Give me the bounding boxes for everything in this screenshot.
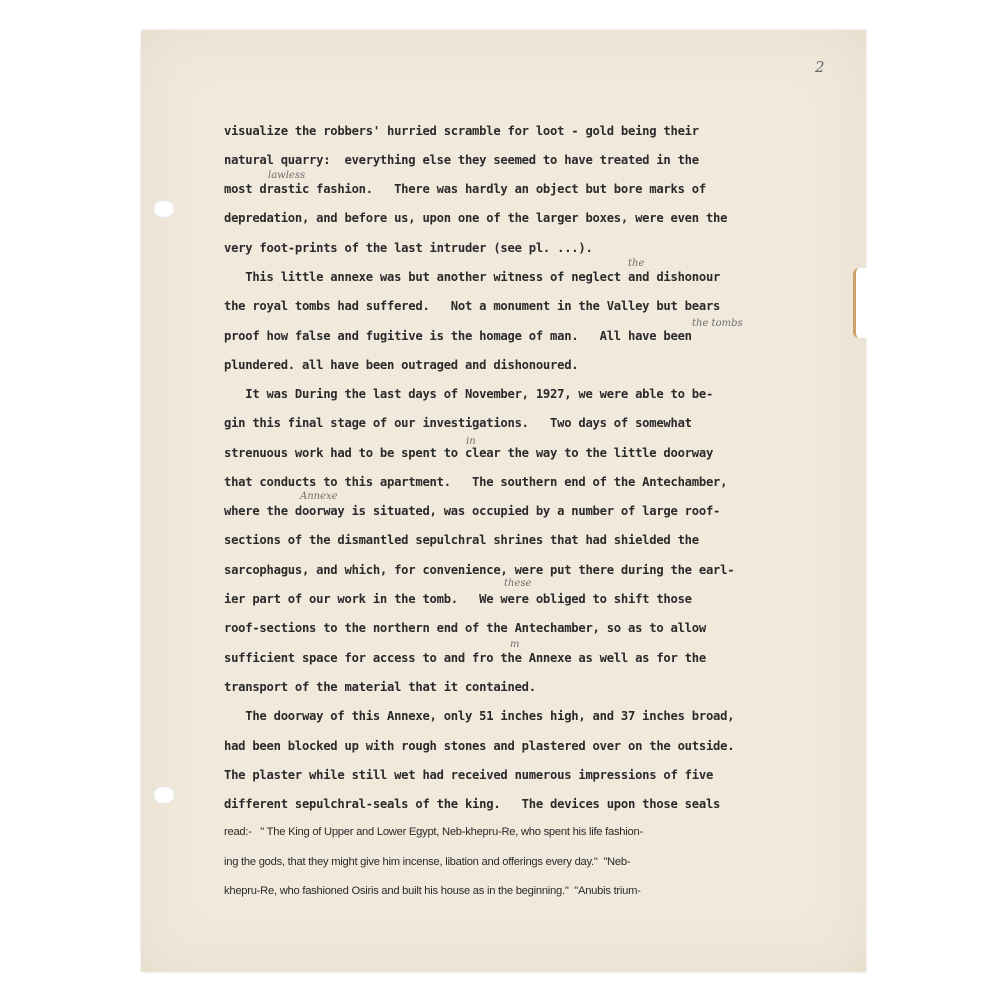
handwritten-correction: m [510, 639, 520, 650]
punch-hole-top [153, 200, 175, 218]
text-line: different sepulchral-seals of the king. The devices upon those seals [224, 797, 721, 811]
text-line: sections of the dismantled sepulchral shrines that had shielded the [224, 533, 699, 547]
handwritten-correction: these [504, 578, 532, 589]
text-line: khepru-Re, who fashioned Osiris and built his house as in the beginning." "Anubis trium- [224, 885, 641, 897]
handwritten-correction: lawless [268, 170, 306, 181]
text-line: transport of the material that it contained. [224, 680, 536, 694]
text-line: read:- " The King of Upper and Lower Egypt, Neb-khepru-Re, who spent his life fashion- [224, 826, 643, 838]
text-line: It was During the last days of November, 1927, we were able to be- [224, 387, 714, 401]
text-line: sarcophagus, and which, for convenience, were put there during the earl- [224, 563, 735, 577]
text-line: gin this final stage of our investigations. Two days of somewhat [224, 416, 692, 430]
text-line: most drastic fashion. There was hardly an object but bore marks of [224, 182, 706, 196]
text-line: natural quarry: everything else they seemed to have treated in the [224, 153, 699, 167]
page-number: 2 [815, 58, 825, 76]
handwritten-correction: the tombs [692, 318, 743, 329]
handwritten-correction: the [628, 258, 645, 269]
text-line: the royal tombs had suffered. Not a monument in the Valley but bears [224, 299, 721, 313]
text-line: strenuous work had to be spent to clear the way to the little doorway [224, 446, 714, 460]
text-line: proof how false and fugitive is the homage of man. All have been [224, 329, 692, 343]
text-line: The doorway of this Annexe, only 51 inches high, and 37 inches broad, [224, 709, 735, 723]
handwritten-correction: Annexe [300, 491, 338, 502]
text-line: sufficient space for access to and fro the Annexe as well as for the [224, 651, 706, 665]
text-line: roof-sections to the northern end of the Antechamber, so as to allow [224, 621, 706, 635]
text-line: The plaster while still wet had received numerous impressions of five [224, 768, 714, 782]
text-line: ier part of our work in the tomb. We were obliged to shift those [224, 592, 692, 606]
text-line: had been blocked up with rough stones and plastered over on the outside. [224, 739, 735, 753]
text-line: ing the gods, that they might give him incense, libation and offerings every day." "Neb- [224, 856, 631, 868]
text-line: depredation, and before us, upon one of the larger boxes, were even the [224, 211, 728, 225]
text-line: where the doorway is situated, was occupied by a number of large roof- [224, 504, 721, 518]
text-line: visualize the robbers' hurried scramble for loot - gold being their [224, 124, 699, 138]
text-line: This little annexe was but another witness of neglect and dishonour [224, 270, 721, 284]
text-line: plundered. all have been outraged and dishonoured. [224, 358, 579, 372]
punch-hole-bottom [153, 786, 175, 804]
handwritten-correction: in [466, 436, 476, 447]
text-line: very foot-prints of the last intruder (see pl. ...). [224, 241, 593, 255]
torn-edge [853, 268, 870, 338]
text-line: that conducts to this apartment. The southern end of the Antechamber, [224, 475, 728, 489]
